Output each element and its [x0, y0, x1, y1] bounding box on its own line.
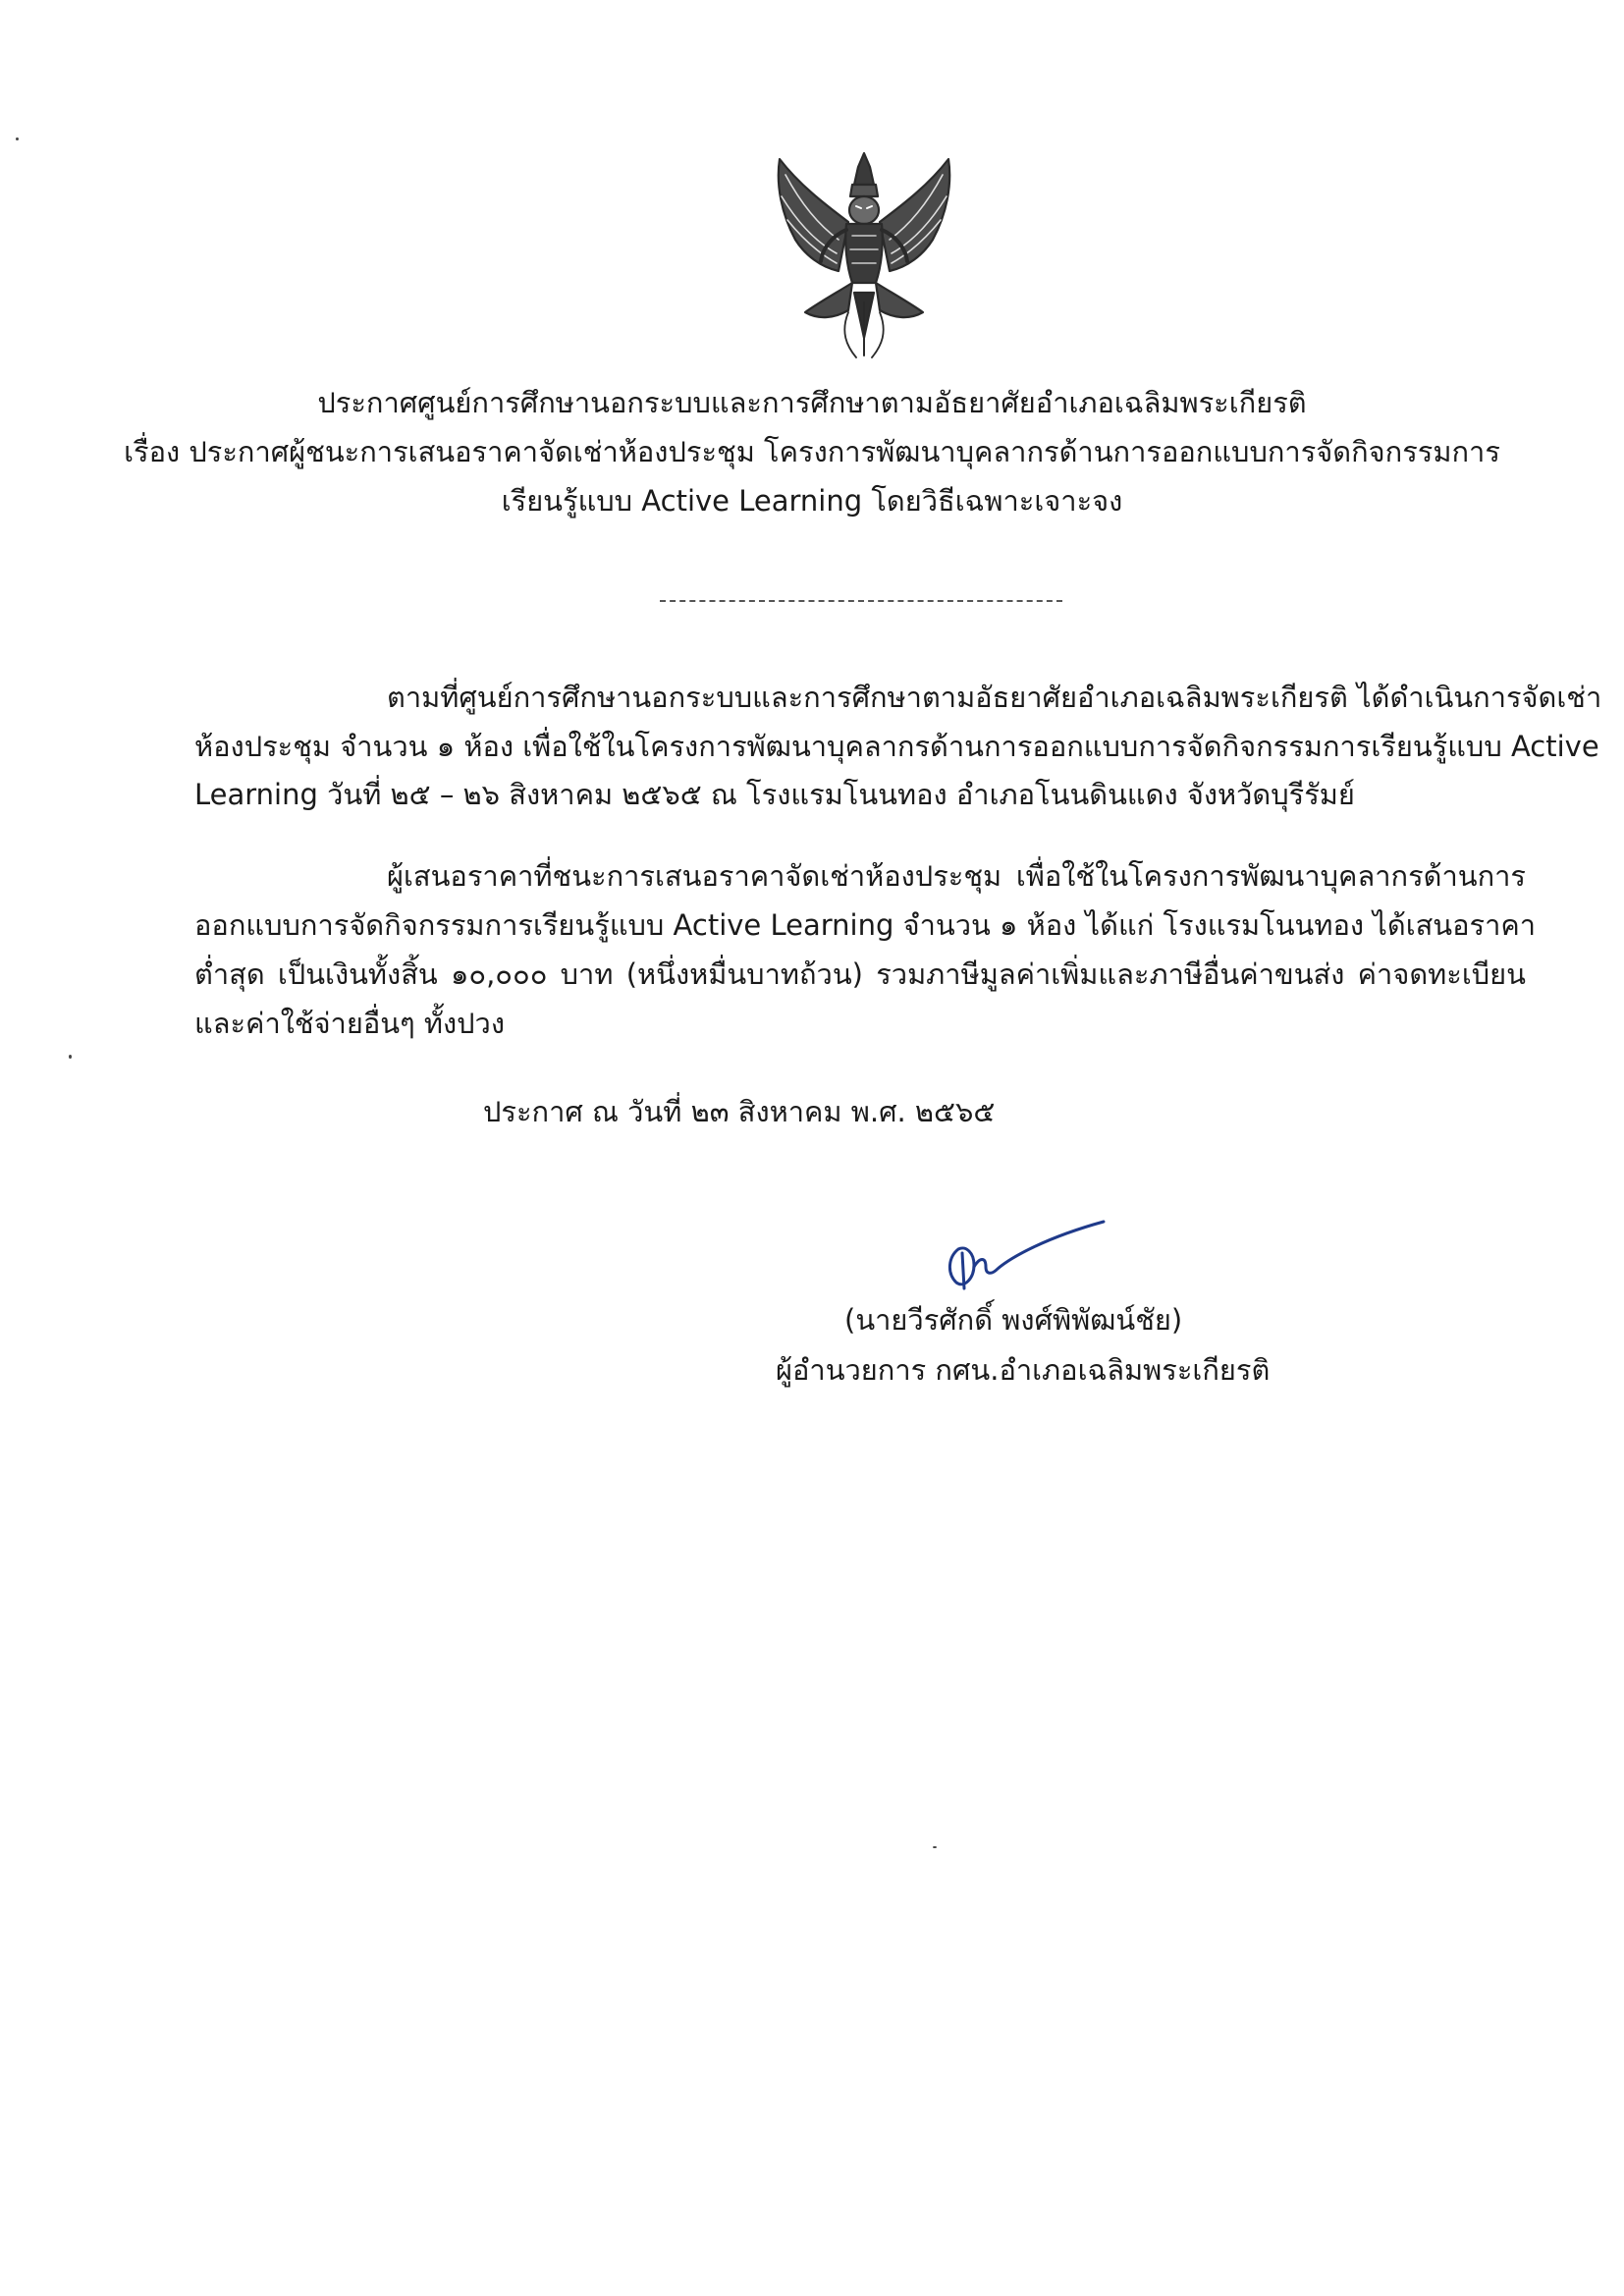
garuda-emblem-icon	[766, 145, 962, 363]
paragraph-1-line-1: ตามที่ศูนย์การศึกษานอกระบบและการศึกษาตามอัธยาศัยอำเภอเฉลิมพระเกียรติ ได้ดำเนินการจัดเช่า	[387, 681, 1602, 714]
scan-speck	[69, 1055, 72, 1059]
paragraph-2-line-2: ออกแบบการจัดกิจกรรมการเรียนรู้แบบ Active Learning จำนวน ๑ ห้อง ได้แก่ โรงแรมโนนทอง ได้เสนอราคา	[194, 908, 1537, 942]
paragraph-1-line-2: ห้องประชุม จำนวน ๑ ห้อง เพื่อใช้ในโครงการพัฒนาบุคลากรด้านการออกแบบการจัดกิจกรรมการเรียนรู้แบบ Active	[194, 730, 1599, 763]
paragraph-2-line-3: ต่ำสุด เป็นเงินทั้งสิ้น ๑๐,๐๐๐ บาท (หนึ่งหมื่นบาทถ้วน) รวมภาษีมูลค่าเพิ่มและภาษีอื่นค่าขนส่ง ค่าจดทะเบียน	[194, 957, 1526, 991]
announcement-subject-line-1: เรื่อง ประกาศผู้ชนะการเสนอราคาจัดเช่าห้องประชุม โครงการพัฒนาบุคลากรด้านการออกแบบการจัดกิจกรรมการ	[124, 435, 1500, 468]
scan-speck	[16, 137, 19, 140]
handwritten-signature-icon	[939, 1214, 1111, 1292]
paragraph-2-line-1: ผู้เสนอราคาที่ชนะการเสนอราคาจัดเช่าห้องประชุม เพื่อใช้ในโครงการพัฒนาบุคลากรด้านการ	[387, 859, 1526, 893]
paragraph-2-line-4: และค่าใช้จ่ายอื่นๆ ทั้งปวง	[194, 1007, 505, 1040]
divider-line	[660, 600, 1062, 602]
announcement-subject-line-2: เรียนรู้แบบ Active Learning โดยวิธีเฉพาะเจาะจง	[501, 484, 1123, 518]
announcement-title: ประกาศศูนย์การศึกษานอกระบบและการศึกษาตามอัธยาศัยอำเภอเฉลิมพระเกียรติ	[317, 386, 1307, 419]
signatory-name: (นายวีรศักดิ์ พงศ์พิพัฒน์ชัย)	[844, 1303, 1183, 1337]
scan-speck	[933, 1846, 937, 1848]
announcement-date: ประกาศ ณ วันที่ ๒๓ สิงหาคม พ.ศ. ๒๕๖๕	[483, 1095, 996, 1128]
paragraph-1-line-3: Learning วันที่ ๒๕ – ๒๖ สิงหาคม ๒๕๖๕ ณ โรงแรมโนนทอง อำเภอโนนดินแดง จังหวัดบุรีรัมย์	[194, 778, 1355, 811]
signatory-position: ผู้อำนวยการ กศน.อำเภอเฉลิมพระเกียรติ	[776, 1353, 1271, 1387]
